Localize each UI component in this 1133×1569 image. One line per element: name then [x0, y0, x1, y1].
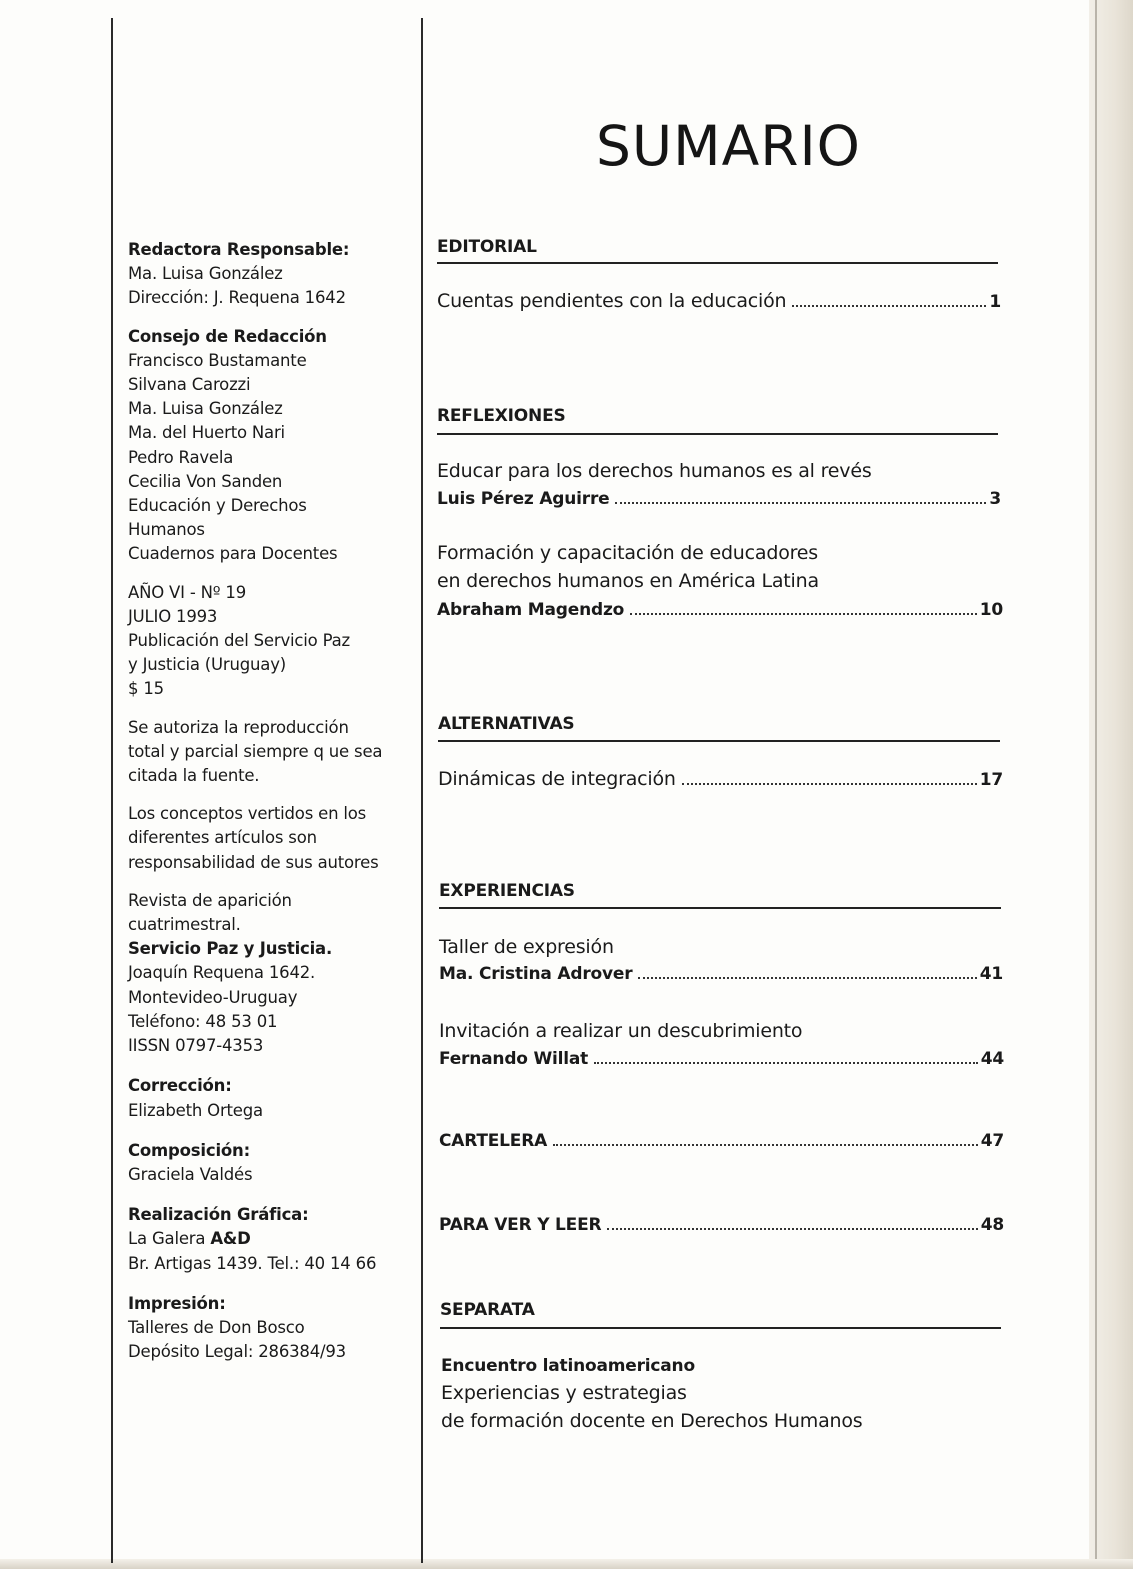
toc-article-title: Educar para los derechos humanos es al revés	[437, 460, 872, 482]
impresion-label: Impresión:	[128, 1293, 226, 1313]
toc-page-number: 48	[980, 1215, 1004, 1235]
center-column-rule	[421, 18, 423, 1563]
leader-dots	[682, 783, 977, 785]
toc-entry-title: Cuentas pendientes con la educación	[437, 290, 787, 312]
section-rule-separata	[440, 1327, 1001, 1329]
section-rule-editorial	[437, 262, 998, 264]
toc-article-title-cont: en derechos humanos en América Latina	[437, 570, 819, 592]
page-edge	[1089, 0, 1133, 1569]
realizacion-block	[128, 1203, 413, 1276]
toc-page-number: 47	[980, 1131, 1004, 1151]
leader-dots	[630, 613, 977, 615]
colophon	[128, 238, 413, 1372]
concepts-line: diferentes artículos son	[128, 828, 317, 848]
redactora-name: Ma. Luisa González	[128, 264, 283, 284]
bottom-edge	[0, 1559, 1133, 1569]
issue-line: JULIO 1993	[128, 606, 218, 626]
realizacion-name-prefix: La Galera	[128, 1229, 211, 1249]
toc-entry-para-ver-y-leer[interactable]	[439, 1215, 1004, 1235]
correccion-name: Elizabeth Ortega	[128, 1100, 263, 1120]
consejo-member: Humanos	[128, 520, 205, 540]
leader-dots	[615, 502, 986, 504]
consejo-member: Pedro Ravela	[128, 447, 234, 467]
section-heading-alternativas: ALTERNATIVAS	[438, 714, 575, 734]
toc-author: Ma. Cristina Adrover	[439, 964, 633, 984]
correccion-label: Corrección:	[128, 1076, 232, 1096]
toc-article-title: Invitación a realizar un descubrimiento	[439, 1020, 803, 1042]
section-heading-para-ver: PARA VER Y LEER	[439, 1215, 602, 1235]
consejo-block	[128, 325, 413, 567]
concepts-line: Los conceptos vertidos en los	[128, 804, 367, 824]
consejo-label: Consejo de Redacción	[128, 326, 327, 346]
realizacion-address: Br. Artigas 1439. Tel.: 40 14 66	[128, 1253, 377, 1273]
toc-page-number: 44	[980, 1049, 1004, 1069]
section-heading-separata: SEPARATA	[440, 1300, 535, 1320]
toc-page-number: 1	[989, 292, 1001, 312]
section-rule-reflexiones	[437, 433, 998, 435]
publisher-block	[128, 889, 413, 1058]
toc-entry-alternativas[interactable]	[438, 768, 1003, 790]
toc-entry-editorial[interactable]	[437, 290, 1001, 312]
composicion-block	[128, 1139, 413, 1187]
realizacion-name-bold: A&D	[210, 1229, 251, 1249]
leader-dots	[607, 1228, 977, 1230]
consejo-member: Cuadernos para Docentes	[128, 544, 338, 564]
toc-entry-willat[interactable]	[439, 1049, 1004, 1069]
publisher-issn: IISSN 0797-4353	[128, 1036, 264, 1056]
issue-price: $ 15	[128, 679, 164, 699]
impresion-line: Talleres de Don Bosco	[128, 1317, 305, 1337]
toc-entry-cartelera[interactable]	[439, 1131, 1004, 1151]
consejo-member: Francisco Bustamante	[128, 350, 307, 370]
publisher-line: Joaquín Requena 1642.	[128, 963, 316, 983]
composicion-name: Graciela Valdés	[128, 1164, 253, 1184]
redactora-label: Redactora Responsable:	[128, 240, 350, 259]
consejo-member: Silvana Carozzi	[128, 375, 251, 395]
consejo-member: Educación y Derechos	[128, 496, 307, 516]
correccion-block	[128, 1074, 413, 1122]
redactora-block	[128, 238, 413, 311]
publisher-phone: Teléfono: 48 53 01	[128, 1011, 278, 1031]
issue-line: y Justicia (Uruguay)	[128, 655, 286, 675]
toc-page-number: 17	[979, 770, 1003, 790]
section-rule-alternativas	[438, 740, 1000, 742]
toc-author: Fernando Willat	[439, 1049, 589, 1069]
realizacion-label: Realización Gráfica:	[128, 1205, 309, 1225]
toc-entry-perez-aguirre[interactable]	[437, 489, 1001, 509]
impresion-block	[128, 1292, 413, 1365]
section-heading-cartelera: CARTELERA	[439, 1131, 548, 1151]
reproduction-note	[128, 716, 413, 789]
toc-page-number: 3	[989, 489, 1001, 509]
issue-block	[128, 581, 413, 702]
section-heading-experiencias: EXPERIENCIAS	[439, 881, 575, 901]
concepts-line: responsabilidad de sus autores	[128, 852, 379, 872]
section-rule-experiencias	[439, 907, 1001, 909]
composicion-label: Composición:	[128, 1140, 250, 1160]
publisher-line: Montevideo-Uruguay	[128, 987, 298, 1007]
consejo-member: Cecilia Von Sanden	[128, 471, 283, 491]
consejo-member: Ma. del Huerto Nari	[128, 423, 285, 443]
toc-entry-title: Dinámicas de integración	[438, 768, 676, 790]
issue-line: Publicación del Servicio Paz	[128, 631, 350, 651]
toc-entry-magendzo[interactable]	[437, 600, 1003, 620]
toc-article-title: Taller de expresión	[439, 936, 614, 958]
publisher-name: Servicio Paz y Justicia.	[128, 939, 333, 959]
revista-line: Revista de aparición	[128, 890, 292, 910]
reproduction-line: citada la fuente.	[128, 766, 260, 786]
toc-article-title: Formación y capacitación de educadores	[437, 542, 819, 564]
issue-line: AÑO VI - Nº 19	[128, 582, 247, 602]
reproduction-line: Se autoriza la reproducción	[128, 717, 349, 737]
impresion-line: Depósito Legal: 286384/93	[128, 1342, 346, 1362]
toc-author: Luis Pérez Aguirre	[437, 489, 610, 509]
revista-line: cuatrimestral.	[128, 915, 241, 935]
section-heading-reflexiones: REFLEXIONES	[437, 406, 566, 426]
toc-entry-adrover[interactable]	[439, 964, 1003, 984]
leader-dots	[792, 305, 986, 307]
toc-page-number: 41	[979, 964, 1003, 984]
page-edge-line	[1095, 0, 1097, 1569]
separata-subtitle-cont: de formación docente en Derechos Humanos	[441, 1410, 863, 1432]
leader-dots	[553, 1144, 978, 1146]
realizacion-name	[128, 1227, 413, 1251]
consejo-member: Ma. Luisa González	[128, 399, 283, 419]
toc-page-number: 10	[979, 600, 1003, 620]
redactora-address: Dirección: J. Requena 1642	[128, 288, 346, 308]
leader-dots	[638, 977, 976, 979]
separata-title: Encuentro latinoamericano	[441, 1356, 695, 1376]
concepts-note	[128, 802, 413, 875]
section-heading-editorial: EDITORIAL	[437, 237, 537, 257]
page-title: SUMARIO	[596, 114, 861, 178]
separata-subtitle: Experiencias y estrategias	[441, 1382, 687, 1404]
reproduction-line: total y parcial siempre q ue sea	[128, 741, 383, 761]
leader-dots	[594, 1062, 978, 1064]
left-column-rule	[111, 18, 113, 1563]
toc-author: Abraham Magendzo	[437, 600, 625, 620]
